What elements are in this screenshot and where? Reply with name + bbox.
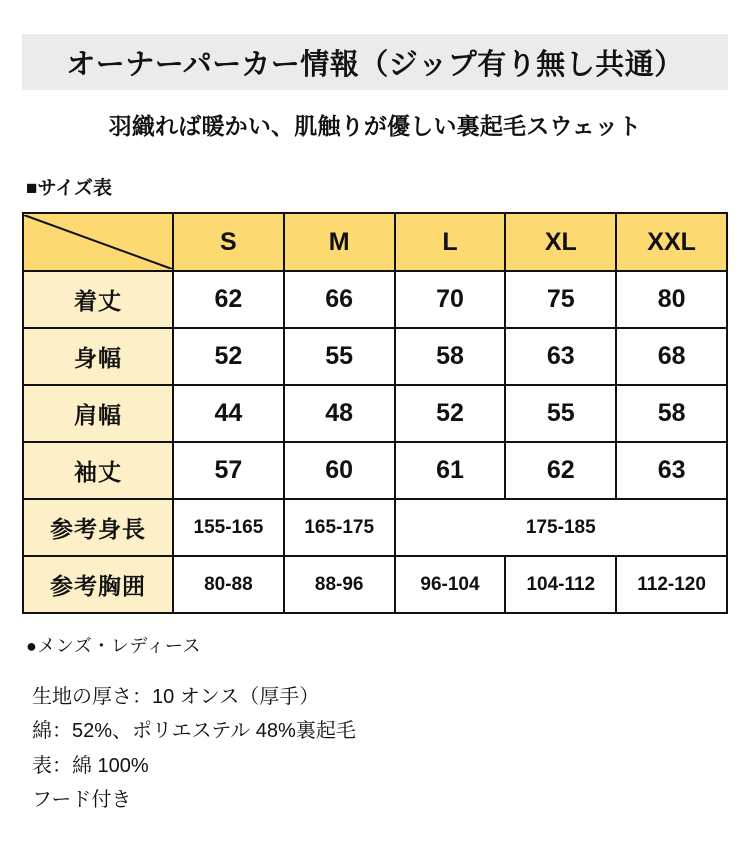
column-header-m: M bbox=[284, 213, 395, 271]
cell-chest-xxl: 112-120 bbox=[616, 556, 727, 613]
cell-sleeve-m: 60 bbox=[284, 442, 395, 499]
cell-width-l: 58 bbox=[395, 328, 506, 385]
row-label-shoulder: 肩幅 bbox=[23, 385, 173, 442]
cell-length-l: 70 bbox=[395, 271, 506, 328]
page-title: オーナーパーカー情報（ジップ有り無し共通） bbox=[22, 34, 728, 90]
gender-note: ●メンズ・レディース bbox=[26, 636, 201, 656]
row-label-length: 着丈 bbox=[23, 271, 173, 328]
cell-width-s: 52 bbox=[173, 328, 284, 385]
row-label-sleeve: 袖丈 bbox=[23, 442, 173, 499]
cell-sleeve-xl: 62 bbox=[505, 442, 616, 499]
cell-sleeve-l: 61 bbox=[395, 442, 506, 499]
spec-item-thickness: 生地の厚さ：10 オンス（厚手） bbox=[32, 686, 320, 708]
cell-length-xl: 75 bbox=[505, 271, 616, 328]
page-subtitle: 羽織れば暖かい、肌触りが優しい裏起毛スウェット bbox=[108, 113, 642, 139]
cell-shoulder-l: 52 bbox=[395, 385, 506, 442]
column-header-s: S bbox=[173, 213, 284, 271]
table-header-row bbox=[23, 213, 727, 271]
column-header-xxl: XXL bbox=[616, 213, 727, 271]
size-chart-table bbox=[22, 212, 728, 614]
cell-chest-s: 80-88 bbox=[173, 556, 284, 613]
cell-width-m: 55 bbox=[284, 328, 395, 385]
product-info-page bbox=[0, 34, 750, 863]
cell-chest-m: 88-96 bbox=[284, 556, 395, 613]
row-label-width: 身幅 bbox=[23, 328, 173, 385]
table-row bbox=[23, 385, 727, 442]
diagonal-line-icon bbox=[24, 215, 172, 269]
table-row bbox=[23, 271, 727, 328]
spec-list bbox=[32, 680, 728, 818]
cell-sleeve-s: 57 bbox=[173, 442, 284, 499]
cell-length-xxl: 80 bbox=[616, 271, 727, 328]
cell-width-xl: 63 bbox=[505, 328, 616, 385]
cell-width-xxl: 68 bbox=[616, 328, 727, 385]
cell-length-m: 66 bbox=[284, 271, 395, 328]
cell-chest-l: 96-104 bbox=[395, 556, 506, 613]
cell-shoulder-xxl: 58 bbox=[616, 385, 727, 442]
cell-height-m: 165-175 bbox=[284, 499, 395, 556]
spec-item-surface: 表：綿 100% bbox=[32, 754, 149, 777]
cell-height-s: 155-165 bbox=[173, 499, 284, 556]
table-row bbox=[23, 556, 727, 613]
cell-chest-xl: 104-112 bbox=[505, 556, 616, 613]
column-header-l: L bbox=[395, 213, 506, 271]
table-row bbox=[23, 499, 727, 556]
cell-shoulder-s: 44 bbox=[173, 385, 284, 442]
size-chart-heading: ■サイズ表 bbox=[26, 178, 112, 199]
spec-item-material: 綿：52%、ポリエステル 48%裏起毛 bbox=[32, 720, 356, 743]
cell-shoulder-xl: 55 bbox=[505, 385, 616, 442]
cell-sleeve-xxl: 63 bbox=[616, 442, 727, 499]
row-label-chest: 参考胸囲 bbox=[23, 556, 173, 613]
column-header-xl: XL bbox=[505, 213, 616, 271]
spec-item-hood: フード付き bbox=[32, 789, 132, 812]
row-label-height: 参考身長 bbox=[23, 499, 173, 556]
cell-shoulder-m: 48 bbox=[284, 385, 395, 442]
corner-diagonal-cell bbox=[23, 213, 173, 271]
cell-length-s: 62 bbox=[173, 271, 284, 328]
cell-height-l-xxl: 175-185 bbox=[395, 499, 727, 556]
table-row bbox=[23, 442, 727, 499]
table-row bbox=[23, 328, 727, 385]
